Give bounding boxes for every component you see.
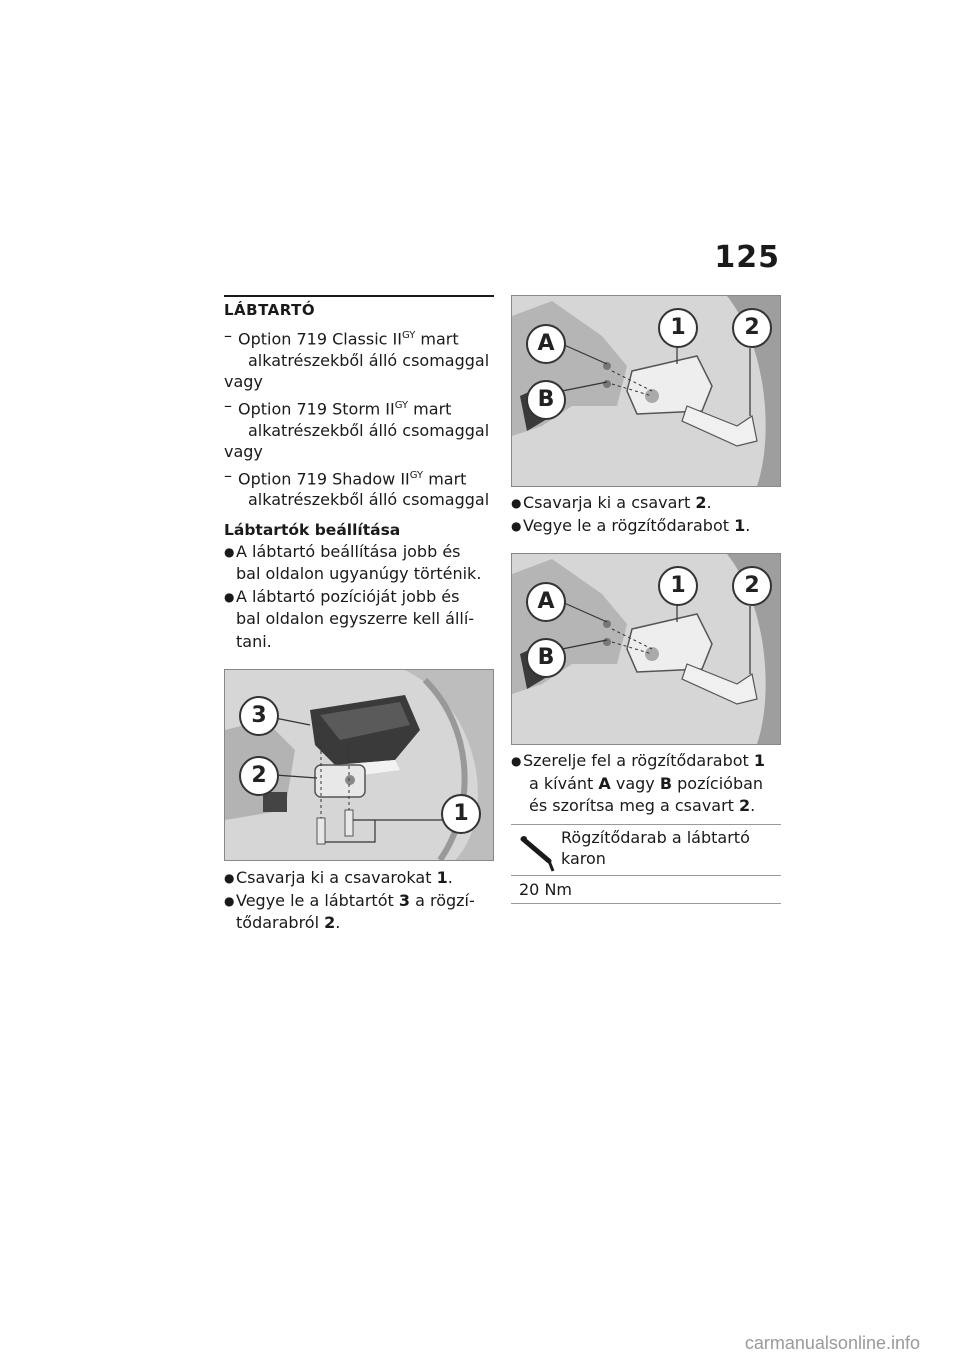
callout-2: 2 xyxy=(732,308,772,348)
callout-1: 1 xyxy=(658,566,698,606)
bullet-icon: ● xyxy=(511,518,522,533)
left-column xyxy=(224,295,494,935)
option-item: – Option 719 Storm $II^{GY}$ mart alkatrészekből álló csomaggal xyxy=(224,395,490,440)
bullet-icon: ● xyxy=(224,589,235,604)
bullet-icon: ● xyxy=(511,754,522,768)
bullet-icon: ● xyxy=(511,496,522,510)
callout-B: B xyxy=(526,638,566,678)
bullet-item: ● A lábtartó pozícióját jobb és bal oldalon egyszerre kell állí- tani. xyxy=(224,586,475,651)
torque-spec-value: 20 Nm xyxy=(519,879,572,899)
bullet-item: ● Csavarja ki a csavart 2. xyxy=(511,492,781,515)
callout-B: B xyxy=(526,380,566,420)
watermark: carmanualsonline.info xyxy=(744,1333,920,1353)
torque-wrench-icon xyxy=(519,833,559,873)
or-text: vagy xyxy=(224,372,263,392)
bullet-item: ● A lábtartó beállítása jobb és bal oldalon ugyanúgy történik. xyxy=(224,541,482,584)
option-item: – Option 719 Classic $II^{GY}$ mart alkatrészekből álló csomaggal xyxy=(224,326,490,370)
page-number: 125 xyxy=(714,240,780,275)
torque-spec-label: Rögzítődarab a lábtartó karon xyxy=(561,827,750,868)
bullet-item: ● Szerelje fel a rögzítődarabot 1 a kívánt A vagy B pozícióban és szorítsa meg a csavart 2. xyxy=(511,751,766,815)
bullet-icon: ● xyxy=(224,544,235,559)
or-text: vagy xyxy=(224,442,263,462)
footrest-illustration xyxy=(224,669,494,861)
bullet-item: ● Vegye le a lábtartót 3 a rögzí- tődarabról 2. xyxy=(224,890,475,933)
bracket-illustration-removal xyxy=(511,295,781,487)
callout-3: 3 xyxy=(239,696,279,736)
torque-spec-table xyxy=(511,824,781,904)
bullet-icon: ● xyxy=(224,893,235,908)
callout-2: 2 xyxy=(732,566,772,606)
bullet-icon: ● xyxy=(224,871,235,886)
callout-1: 1 xyxy=(441,794,481,834)
subheading: Lábtartók beállítása xyxy=(224,520,401,539)
callout-A: A xyxy=(526,324,566,364)
right-column xyxy=(511,295,781,904)
callout-A: A xyxy=(526,582,566,622)
option-item: – Option 719 Shadow $II^{GY}$ mart alkatrészekből álló csomaggal xyxy=(224,465,490,510)
bracket-illustration-install xyxy=(511,553,781,745)
callout-1: 1 xyxy=(658,308,698,348)
torque-spec-header xyxy=(511,825,781,876)
section-title: LÁBTARTÓ xyxy=(224,295,494,319)
bullet-item: ● Csavarja ki a csavarokat 1. xyxy=(224,867,494,890)
bullet-item: ● Vegye le a rögzítődarabot 1. xyxy=(511,515,781,538)
callout-2: 2 xyxy=(239,756,279,796)
option-list xyxy=(224,325,494,511)
